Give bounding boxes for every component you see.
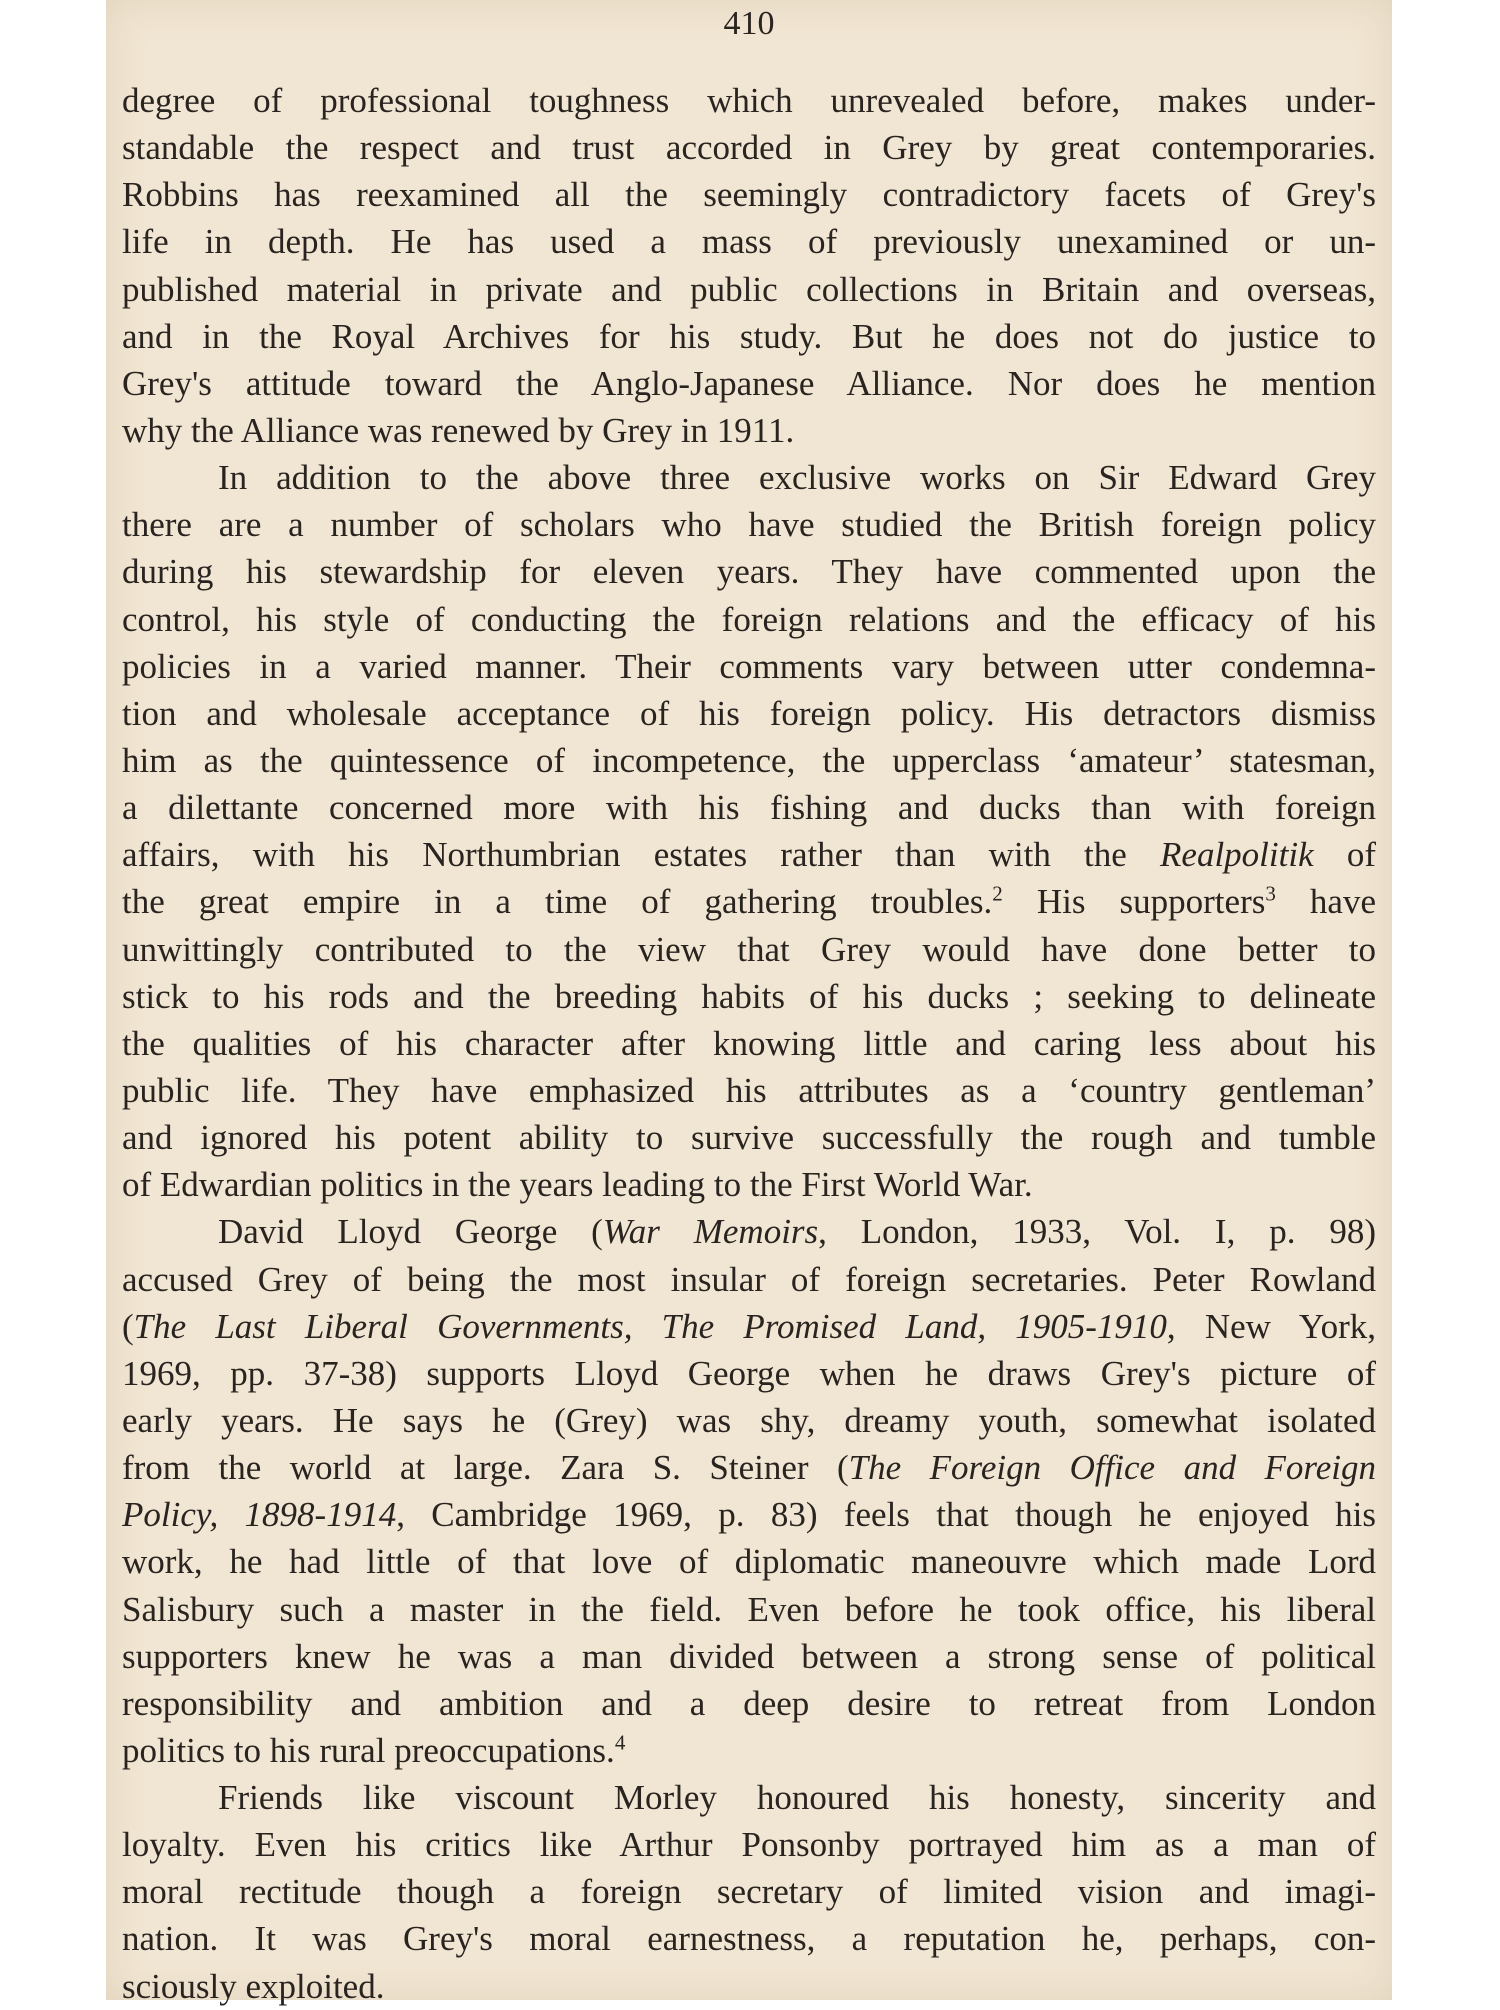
text-segment: stick to his rods and the breeding habits of his ducks ; seeking to delineate <box>122 976 1376 1016</box>
footnote-marker: 2 <box>992 881 1003 906</box>
text-line <box>122 77 1376 124</box>
text-segment: published material in private and public collections in Britain and overseas, <box>122 269 1376 309</box>
text-segment: during his stewardship for eleven years. They have commented upon the <box>122 552 1376 592</box>
text-segment: life in depth. He has used a mass of previously unexamined or un- <box>122 222 1376 262</box>
text-line <box>122 1963 1376 2010</box>
text-line <box>122 1821 1376 1868</box>
text-line <box>122 1067 1376 1114</box>
text-segment: public life. They have emphasized his attributes as a ‘country gentleman’ <box>122 1070 1376 1110</box>
text-segment: and ignored his potent ability to survive successfully the rough and tumble <box>122 1118 1376 1158</box>
text-segment: him as the quintessence of incompetence, the upperclass ‘amateur’ statesman, <box>122 740 1376 780</box>
text-line <box>122 596 1376 643</box>
text-line <box>122 784 1376 831</box>
text-line <box>122 218 1376 265</box>
italic-text: The Foreign Office and Foreign <box>848 1448 1376 1488</box>
text-line <box>122 1161 1376 1208</box>
italic-text: The Last Liberal Governments, The Promised Land, 1905-1910 <box>133 1306 1167 1346</box>
text-segment: and in the Royal Archives for his study. But he does not do justice to <box>122 316 1376 356</box>
text-segment: a dilettante concerned more with his fishing and ducks than with foreign <box>122 788 1376 828</box>
text-segment: politics to his rural preoccupations. <box>122 1730 615 1770</box>
text-segment: ( <box>122 1306 134 1346</box>
text-line <box>122 831 1376 878</box>
text-line <box>122 690 1376 737</box>
text-segment: affairs, with his Northumbrian estates rather than with the <box>122 835 1161 875</box>
text-line <box>122 1727 1376 1774</box>
text-segment: tion and wholesale acceptance of his foreign policy. His detractors dismiss <box>122 693 1376 733</box>
text-segment: the qualities of his character after knowing little and caring less about his <box>122 1023 1376 1063</box>
text-segment: control, his style of conducting the foreign relations and the efficacy of his <box>122 599 1376 639</box>
text-line <box>122 1868 1376 1915</box>
text-line <box>122 1444 1376 1491</box>
text-segment: David Lloyd George ( <box>218 1212 603 1252</box>
text-line <box>122 1680 1376 1727</box>
text-segment: policies in a varied manner. Their comments vary between utter condemna- <box>122 646 1376 686</box>
text-segment: moral rectitude though a foreign secretary of limited vision and imagi- <box>122 1872 1376 1912</box>
footnote-marker: 3 <box>1265 881 1276 906</box>
text-line <box>122 1114 1376 1161</box>
italic-text: Realpolitik <box>1160 835 1314 875</box>
text-segment: degree of professional toughness which unrevealed before, makes under- <box>122 81 1376 120</box>
text-segment: work, he had little of that love of diplomatic maneouvre which made Lord <box>122 1542 1376 1582</box>
text-line <box>122 737 1376 784</box>
text-line <box>122 1491 1376 1538</box>
text-segment: , London, 1933, Vol. I, p. 98) <box>818 1212 1376 1252</box>
text-segment: early years. He says he (Grey) was shy, dreamy youth, somewhat isolated <box>122 1400 1376 1440</box>
footnote-marker: 4 <box>614 1730 626 1755</box>
text-segment: , New York, <box>1166 1306 1376 1346</box>
page-number: 410 <box>723 5 775 42</box>
text-segment: Robbins has reexamined all the seemingly contradictory facets of Grey's <box>122 175 1376 215</box>
text-line <box>122 1303 1376 1350</box>
text-line <box>122 171 1376 218</box>
text-line <box>122 548 1376 595</box>
text-line <box>122 407 1376 454</box>
text-segment: In addition to the above three exclusive works on Sir Edward Grey <box>218 458 1376 498</box>
paragraph <box>122 1208 1376 1774</box>
text-line <box>122 643 1376 690</box>
text-segment: why the Alliance was renewed by Grey in 1911. <box>122 410 795 450</box>
text-line <box>122 1256 1376 1303</box>
text-line <box>122 124 1376 171</box>
page-body-text <box>122 77 1376 2010</box>
text-line <box>122 1633 1376 1680</box>
text-segment: , Cambridge 1969, p. 83) feels that though he enjoyed his <box>396 1495 1376 1535</box>
text-line <box>122 1208 1376 1255</box>
text-line <box>122 360 1376 407</box>
text-segment: standable the respect and trust accorded in Grey by great contemporaries. <box>122 128 1376 168</box>
text-segment: accused Grey of being the most insular of foreign secretaries. Peter Rowland <box>122 1259 1376 1299</box>
text-segment: Friends like viscount Morley honoured his honesty, sincerity and <box>218 1778 1376 1818</box>
text-line <box>122 1538 1376 1585</box>
text-segment: Grey's attitude toward the Anglo-Japanese Alliance. Nor does he mention <box>122 363 1376 403</box>
text-segment: have <box>1275 882 1376 922</box>
paragraph <box>122 1774 1376 2010</box>
italic-text: War Memoirs <box>602 1212 819 1252</box>
paragraph <box>122 77 1376 454</box>
text-line <box>122 1586 1376 1633</box>
text-segment: the great empire in a time of gathering troubles. <box>122 882 993 922</box>
text-line <box>122 1774 1376 1821</box>
text-line <box>122 973 1376 1020</box>
book-page <box>106 0 1392 2006</box>
text-segment: responsibility and ambition and a deep desire to retreat from London <box>122 1683 1376 1723</box>
text-line <box>122 454 1376 501</box>
text-line <box>122 501 1376 548</box>
italic-text: Policy, 1898-1914 <box>122 1495 397 1535</box>
text-segment: His supporters <box>1002 882 1266 922</box>
text-segment: there are a number of scholars who have studied the British foreign policy <box>122 505 1376 545</box>
text-segment: nation. It was Grey's moral earnestness, a reputation he, perhaps, con- <box>122 1919 1376 1959</box>
paragraph <box>122 454 1376 1208</box>
text-segment: Salisbury such a master in the field. Even before he took office, his liberal <box>122 1589 1376 1629</box>
text-segment: of <box>1313 835 1376 875</box>
text-line <box>122 1020 1376 1067</box>
text-segment: of Edwardian politics in the years leading to the First World War. <box>122 1165 1033 1205</box>
text-segment: sciously exploited. <box>122 1966 385 2006</box>
text-line <box>122 1915 1376 1962</box>
text-segment: loyalty. Even his critics like Arthur Ponsonby portrayed him as a man of <box>122 1825 1376 1865</box>
text-line <box>122 266 1376 313</box>
text-line <box>122 313 1376 360</box>
text-segment: supporters knew he was a man divided between a strong sense of political <box>122 1636 1376 1676</box>
text-segment: 1969, pp. 37-38) supports Lloyd George when he draws Grey's picture of <box>122 1353 1376 1393</box>
text-segment: unwittingly contributed to the view that Grey would have done better to <box>122 929 1376 969</box>
text-segment: from the world at large. Zara S. Steiner ( <box>122 1448 849 1488</box>
text-line <box>122 1397 1376 1444</box>
text-line <box>122 878 1376 925</box>
text-line <box>122 1350 1376 1397</box>
text-line <box>122 926 1376 973</box>
